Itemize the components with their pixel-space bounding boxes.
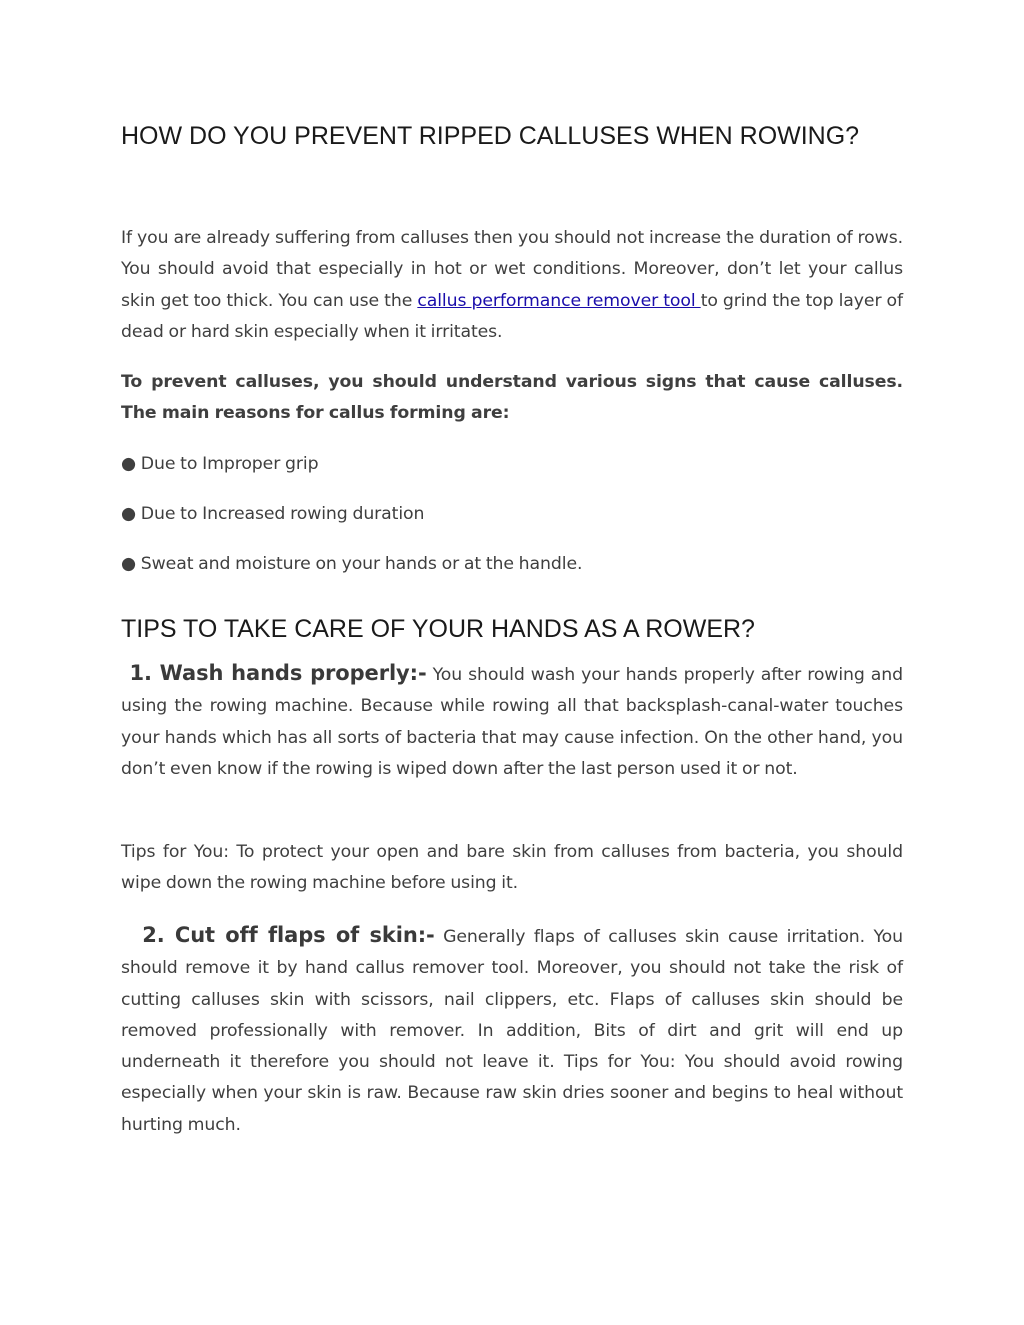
bullet-item-rowing-duration: ● Due to Increased rowing duration (121, 504, 425, 524)
tip-wash-hands-title: 1. Wash hands properly:- (121, 661, 427, 685)
bullet-item-improper-grip: ● Due to Improper grip (121, 454, 319, 474)
tip-wash-hands-note: Tips for You: To protect your open and bare skin from calluses from bacteria, you should wipe down the rowing machine before using it. (121, 842, 903, 894)
tip-wash-hands-paragraph (121, 658, 903, 785)
heading-hand-care-tips: TIPS TO TAKE CARE OF YOUR HANDS AS A ROWER? (121, 615, 755, 643)
intro-text-after: to grind the top layer of dead or hard skin especially when it irritates. (121, 290, 903, 342)
tip-wash-hands-body: You should wash your hands properly after rowing and using the rowing machine. Because while rowing all that backsplash-canal-water touches your hands which has all sorts of bacteria that may cause infection. On the other hand, you don’t even know if the rowing is wiped down after the last person used it or not. (121, 665, 903, 779)
intro-text-before: If you are already suffering from calluses then you should not increase the duration of rows. You should avoid that especially in hot or wet conditions. Moreover, don’t let your callus skin get too thick. You can use the (121, 228, 903, 311)
bullet-item-sweat-moisture: ● Sweat and moisture on your hands or at the handle. (121, 554, 583, 574)
tip-cut-flaps-body: Generally flaps of calluses skin cause irritation. You should remove it by hand callus remover tool. Moreover, you should not take the risk of cutting calluses skin with scissors, nail clippers, etc. Flaps of calluses skin should be removed professionally with remover. In addition, Bits of dirt and grit will end up underneath it therefore you should not leave it. Tips for You: You should avoid rowing especially when your skin is raw. Because raw skin dries sooner and begins to heal without hurting much. (121, 927, 904, 1135)
tip-cut-flaps-paragraph (121, 920, 903, 1141)
tip-cut-flaps-title: 2. Cut off flaps of skin:- (121, 923, 435, 947)
heading-prevent-calluses: HOW DO YOU PREVENT RIPPED CALLUSES WHEN ROWING? (121, 122, 860, 150)
intro-paragraph (121, 223, 903, 348)
callus-remover-tool-link[interactable]: callus performance remover tool (417, 290, 701, 311)
causes-intro-paragraph: To prevent calluses, you should understand various signs that cause calluses. The main reasons for callus forming are: (121, 372, 903, 424)
